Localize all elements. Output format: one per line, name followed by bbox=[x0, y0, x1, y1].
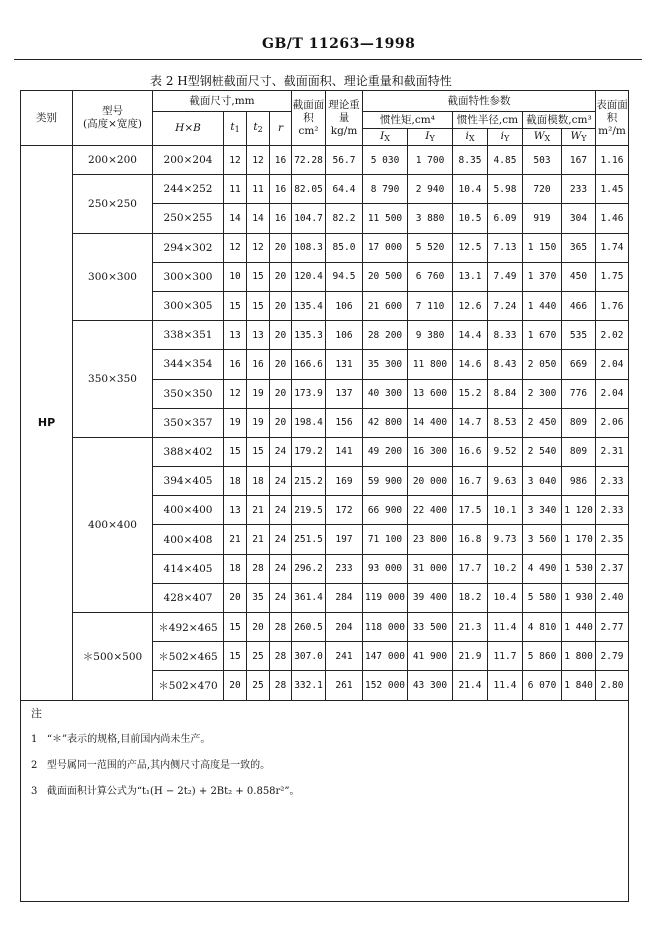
surface-value: 1.45 bbox=[596, 175, 629, 204]
wy-value: 1 170 bbox=[562, 525, 596, 554]
t2-value: 28 bbox=[247, 554, 270, 583]
ry-value: 10.2 bbox=[488, 554, 523, 583]
t2-value: 12 bbox=[247, 146, 270, 175]
t1-value: 13 bbox=[224, 321, 247, 350]
category-cell: HP bbox=[21, 146, 73, 701]
t1-value: 15 bbox=[224, 613, 247, 642]
rx-value: 14.7 bbox=[453, 408, 488, 437]
ix-value: 118 000 bbox=[363, 613, 408, 642]
ix-value: 40 300 bbox=[363, 379, 408, 408]
rx-value: 12.5 bbox=[453, 233, 488, 262]
weight-value: 204 bbox=[326, 613, 363, 642]
t2-value: 20 bbox=[247, 613, 270, 642]
rx-value: 10.5 bbox=[453, 204, 488, 233]
header-h-b: H×B bbox=[153, 112, 224, 146]
ry-value: 6.09 bbox=[488, 204, 523, 233]
rx-value: 16.7 bbox=[453, 467, 488, 496]
header-weight bbox=[326, 91, 363, 146]
wx-value: 919 bbox=[523, 204, 562, 233]
wx-value: 5 580 bbox=[523, 583, 562, 612]
area-value: 120.4 bbox=[292, 262, 326, 291]
header-wy: $W_Y$ bbox=[562, 129, 596, 146]
area-value: 260.5 bbox=[292, 613, 326, 642]
t2-value: 15 bbox=[247, 437, 270, 466]
wx-value: 2 300 bbox=[523, 379, 562, 408]
table-row bbox=[21, 146, 629, 175]
model-size: 414×405 bbox=[153, 554, 224, 583]
weight-value: 131 bbox=[326, 350, 363, 379]
iy-value: 33 500 bbox=[408, 613, 453, 642]
t1-value: 20 bbox=[224, 671, 247, 700]
ry-value: 5.98 bbox=[488, 175, 523, 204]
r-value: 24 bbox=[270, 554, 292, 583]
iy-value: 9 380 bbox=[408, 321, 453, 350]
model-size: 350×357 bbox=[153, 408, 224, 437]
table-row bbox=[21, 233, 629, 262]
wy-value: 535 bbox=[562, 321, 596, 350]
surface-value: 1.75 bbox=[596, 262, 629, 291]
area-value: 198.4 bbox=[292, 408, 326, 437]
wy-value: 1 800 bbox=[562, 642, 596, 671]
note-line: 3 截面面积计算公式为“t₁(H − 2t₂) + 2Bt₂ + 0.858r²”。 bbox=[31, 785, 300, 797]
model-size: 294×302 bbox=[153, 233, 224, 262]
iy-value: 1 700 bbox=[408, 146, 453, 175]
rx-value: 13.1 bbox=[453, 262, 488, 291]
wy-value: 809 bbox=[562, 408, 596, 437]
header-rule bbox=[14, 59, 642, 60]
wy-value: 1 530 bbox=[562, 554, 596, 583]
area-value: 135.3 bbox=[292, 321, 326, 350]
model-size: 244×252 bbox=[153, 175, 224, 204]
wx-value: 6 070 bbox=[523, 671, 562, 700]
surface-value: 1.46 bbox=[596, 204, 629, 233]
notes-title: 注 bbox=[31, 706, 42, 720]
header-iy: $I_Y$ bbox=[408, 129, 453, 146]
ix-value: 20 500 bbox=[363, 262, 408, 291]
iy-value: 6 760 bbox=[408, 262, 453, 291]
ry-value: 8.53 bbox=[488, 408, 523, 437]
t1-value: 18 bbox=[224, 554, 247, 583]
t2-value: 14 bbox=[247, 204, 270, 233]
area-value: 108.3 bbox=[292, 233, 326, 262]
model-group-cell: ＊500×500 bbox=[73, 613, 153, 701]
weight-value: 261 bbox=[326, 671, 363, 700]
weight-value: 284 bbox=[326, 583, 363, 612]
header-surface-unit: m²/m bbox=[598, 124, 626, 137]
r-value: 20 bbox=[270, 321, 292, 350]
area-value: 104.7 bbox=[292, 204, 326, 233]
t1-value: 12 bbox=[224, 233, 247, 262]
wx-value: 503 bbox=[523, 146, 562, 175]
t1-value: 15 bbox=[224, 642, 247, 671]
model-group-cell: 250×250 bbox=[73, 175, 153, 233]
wx-value: 4 810 bbox=[523, 613, 562, 642]
ix-value: 71 100 bbox=[363, 525, 408, 554]
model-size: 344×354 bbox=[153, 350, 224, 379]
area-value: 251.5 bbox=[292, 525, 326, 554]
rx-value: 14.4 bbox=[453, 321, 488, 350]
notes-section bbox=[21, 700, 629, 901]
wx-value: 1 670 bbox=[523, 321, 562, 350]
surface-value: 1.76 bbox=[596, 291, 629, 320]
wy-value: 167 bbox=[562, 146, 596, 175]
weight-value: 64.4 bbox=[326, 175, 363, 204]
wy-value: 1 120 bbox=[562, 496, 596, 525]
weight-value: 106 bbox=[326, 291, 363, 320]
table-title: 表 2 H型钢桩截面尺寸、截面面积、理论重量和截面特性 bbox=[150, 74, 452, 88]
area-value: 179.2 bbox=[292, 437, 326, 466]
t2-value: 13 bbox=[247, 321, 270, 350]
r-value: 16 bbox=[270, 175, 292, 204]
wy-value: 776 bbox=[562, 379, 596, 408]
ix-value: 59 900 bbox=[363, 467, 408, 496]
r-value: 28 bbox=[270, 613, 292, 642]
header-weight-unit: kg/m bbox=[330, 124, 358, 137]
wx-value: 2 540 bbox=[523, 437, 562, 466]
model-group-cell: 350×350 bbox=[73, 321, 153, 438]
surface-value: 2.02 bbox=[596, 321, 629, 350]
wy-value: 669 bbox=[562, 350, 596, 379]
iy-value: 5 520 bbox=[408, 233, 453, 262]
rx-value: 16.8 bbox=[453, 525, 488, 554]
t2-value: 19 bbox=[247, 379, 270, 408]
t1-value: 15 bbox=[224, 437, 247, 466]
wy-value: 1 840 bbox=[562, 671, 596, 700]
header-surface-label: 表面面积 bbox=[596, 98, 628, 124]
table-row bbox=[21, 175, 629, 204]
iy-value: 41 900 bbox=[408, 642, 453, 671]
header-area-label: 截面面积 bbox=[292, 98, 325, 124]
header-area-unit: cm² bbox=[298, 124, 319, 137]
rx-value: 18.2 bbox=[453, 583, 488, 612]
wy-value: 365 bbox=[562, 233, 596, 262]
header-model bbox=[73, 91, 153, 146]
iy-value: 43 300 bbox=[408, 671, 453, 700]
header-category: 类别 bbox=[21, 91, 73, 146]
wy-value: 304 bbox=[562, 204, 596, 233]
r-value: 28 bbox=[270, 671, 292, 700]
surface-value: 2.06 bbox=[596, 408, 629, 437]
t1-value: 12 bbox=[224, 146, 247, 175]
ix-value: 5 030 bbox=[363, 146, 408, 175]
surface-value: 2.77 bbox=[596, 613, 629, 642]
r-value: 24 bbox=[270, 583, 292, 612]
rx-value: 10.4 bbox=[453, 175, 488, 204]
wx-value: 2 050 bbox=[523, 350, 562, 379]
weight-value: 82.2 bbox=[326, 204, 363, 233]
wx-value: 4 490 bbox=[523, 554, 562, 583]
spec-table bbox=[20, 90, 629, 902]
r-value: 16 bbox=[270, 146, 292, 175]
rx-value: 15.2 bbox=[453, 379, 488, 408]
model-size: ＊502×465 bbox=[153, 642, 224, 671]
wy-value: 450 bbox=[562, 262, 596, 291]
rx-value: 8.35 bbox=[453, 146, 488, 175]
model-size: 350×350 bbox=[153, 379, 224, 408]
iy-value: 16 300 bbox=[408, 437, 453, 466]
r-value: 24 bbox=[270, 496, 292, 525]
r-value: 20 bbox=[270, 350, 292, 379]
ix-value: 152 000 bbox=[363, 671, 408, 700]
header-t2: $t_2$ bbox=[247, 112, 270, 146]
weight-value: 197 bbox=[326, 525, 363, 554]
wx-value: 2 450 bbox=[523, 408, 562, 437]
ry-value: 8.33 bbox=[488, 321, 523, 350]
weight-value: 141 bbox=[326, 437, 363, 466]
t1-value: 21 bbox=[224, 525, 247, 554]
note-line: 2 型号属同一范围的产品,其内侧尺寸高度是一致的。 bbox=[31, 759, 271, 771]
surface-value: 2.31 bbox=[596, 437, 629, 466]
ry-value: 11.4 bbox=[488, 613, 523, 642]
weight-value: 85.0 bbox=[326, 233, 363, 262]
header-model-sub: (高度×宽度) bbox=[83, 118, 142, 130]
t1-value: 19 bbox=[224, 408, 247, 437]
area-value: 219.5 bbox=[292, 496, 326, 525]
area-value: 332.1 bbox=[292, 671, 326, 700]
rx-value: 17.5 bbox=[453, 496, 488, 525]
weight-value: 106 bbox=[326, 321, 363, 350]
ix-value: 11 500 bbox=[363, 204, 408, 233]
iy-value: 31 000 bbox=[408, 554, 453, 583]
rx-value: 21.9 bbox=[453, 642, 488, 671]
model-size: 428×407 bbox=[153, 583, 224, 612]
area-value: 135.4 bbox=[292, 291, 326, 320]
weight-value: 172 bbox=[326, 496, 363, 525]
iy-value: 7 110 bbox=[408, 291, 453, 320]
rx-value: 14.6 bbox=[453, 350, 488, 379]
wy-value: 1 930 bbox=[562, 583, 596, 612]
t2-value: 19 bbox=[247, 408, 270, 437]
r-value: 28 bbox=[270, 642, 292, 671]
iy-value: 11 800 bbox=[408, 350, 453, 379]
t1-value: 13 bbox=[224, 496, 247, 525]
header-area bbox=[292, 91, 326, 146]
r-value: 20 bbox=[270, 379, 292, 408]
model-size: ＊502×470 bbox=[153, 671, 224, 700]
area-value: 296.2 bbox=[292, 554, 326, 583]
surface-value: 2.33 bbox=[596, 496, 629, 525]
header-radius: 惯性半径,cm bbox=[453, 112, 523, 129]
surface-value: 2.04 bbox=[596, 379, 629, 408]
t2-value: 25 bbox=[247, 642, 270, 671]
ry-value: 7.24 bbox=[488, 291, 523, 320]
surface-value: 2.37 bbox=[596, 554, 629, 583]
rx-value: 17.7 bbox=[453, 554, 488, 583]
wx-value: 3 040 bbox=[523, 467, 562, 496]
header-inertia: 惯性矩,cm⁴ bbox=[363, 112, 453, 129]
wy-value: 986 bbox=[562, 467, 596, 496]
ry-value: 9.63 bbox=[488, 467, 523, 496]
r-value: 24 bbox=[270, 467, 292, 496]
r-value: 20 bbox=[270, 291, 292, 320]
t2-value: 18 bbox=[247, 467, 270, 496]
weight-value: 94.5 bbox=[326, 262, 363, 291]
header-modulus: 截面模数,cm³ bbox=[523, 112, 596, 129]
ix-value: 21 600 bbox=[363, 291, 408, 320]
t2-value: 12 bbox=[247, 233, 270, 262]
ix-value: 147 000 bbox=[363, 642, 408, 671]
t1-value: 12 bbox=[224, 379, 247, 408]
header-t1: $t_1$ bbox=[224, 112, 247, 146]
table-body bbox=[21, 146, 629, 701]
ry-value: 10.1 bbox=[488, 496, 523, 525]
wx-value: 1 150 bbox=[523, 233, 562, 262]
ix-value: 119 000 bbox=[363, 583, 408, 612]
rx-value: 21.3 bbox=[453, 613, 488, 642]
t2-value: 16 bbox=[247, 350, 270, 379]
surface-value: 2.79 bbox=[596, 642, 629, 671]
ry-value: 10.4 bbox=[488, 583, 523, 612]
t1-value: 20 bbox=[224, 583, 247, 612]
ry-value: 8.43 bbox=[488, 350, 523, 379]
t1-value: 16 bbox=[224, 350, 247, 379]
ry-value: 7.13 bbox=[488, 233, 523, 262]
weight-value: 56.7 bbox=[326, 146, 363, 175]
model-size: 300×300 bbox=[153, 262, 224, 291]
header-ry: $i_Y$ bbox=[488, 129, 523, 146]
surface-value: 2.04 bbox=[596, 350, 629, 379]
header-surface bbox=[596, 91, 629, 146]
weight-value: 156 bbox=[326, 408, 363, 437]
table-row bbox=[21, 321, 629, 350]
area-value: 361.4 bbox=[292, 583, 326, 612]
model-group-cell: 200×200 bbox=[73, 146, 153, 175]
surface-value: 2.35 bbox=[596, 525, 629, 554]
area-value: 166.6 bbox=[292, 350, 326, 379]
r-value: 24 bbox=[270, 525, 292, 554]
model-size: 388×402 bbox=[153, 437, 224, 466]
model-size: ＊492×465 bbox=[153, 613, 224, 642]
header-model-label: 型号 bbox=[102, 105, 123, 117]
iy-value: 23 800 bbox=[408, 525, 453, 554]
surface-value: 2.80 bbox=[596, 671, 629, 700]
header-rx: $i_X$ bbox=[453, 129, 488, 146]
wx-value: 3 340 bbox=[523, 496, 562, 525]
r-value: 20 bbox=[270, 408, 292, 437]
iy-value: 2 940 bbox=[408, 175, 453, 204]
header-wx: $W_X$ bbox=[523, 129, 562, 146]
table-row bbox=[21, 613, 629, 642]
wy-value: 466 bbox=[562, 291, 596, 320]
t2-value: 25 bbox=[247, 671, 270, 700]
t1-value: 10 bbox=[224, 262, 247, 291]
model-group-cell: 300×300 bbox=[73, 233, 153, 321]
wx-value: 3 560 bbox=[523, 525, 562, 554]
table-container bbox=[20, 90, 629, 902]
iy-value: 13 600 bbox=[408, 379, 453, 408]
ix-value: 28 200 bbox=[363, 321, 408, 350]
model-group-cell: 400×400 bbox=[73, 437, 153, 612]
iy-value: 22 400 bbox=[408, 496, 453, 525]
model-size: 400×400 bbox=[153, 496, 224, 525]
ry-value: 9.52 bbox=[488, 437, 523, 466]
t2-value: 21 bbox=[247, 496, 270, 525]
t2-value: 15 bbox=[247, 262, 270, 291]
rx-value: 21.4 bbox=[453, 671, 488, 700]
surface-value: 2.33 bbox=[596, 467, 629, 496]
wy-value: 1 440 bbox=[562, 613, 596, 642]
ix-value: 66 900 bbox=[363, 496, 408, 525]
rx-value: 16.6 bbox=[453, 437, 488, 466]
t1-value: 15 bbox=[224, 291, 247, 320]
t2-value: 11 bbox=[247, 175, 270, 204]
ix-value: 93 000 bbox=[363, 554, 408, 583]
r-value: 24 bbox=[270, 437, 292, 466]
standard-code: GB/T 11263—1998 bbox=[262, 36, 416, 52]
note-line: 1 “＊”表示的规格,目前国内尚未生产。 bbox=[31, 733, 211, 745]
weight-value: 169 bbox=[326, 467, 363, 496]
model-size: 200×204 bbox=[153, 146, 224, 175]
surface-value: 1.74 bbox=[596, 233, 629, 262]
iy-value: 20 000 bbox=[408, 467, 453, 496]
header-ix: $I_X$ bbox=[363, 129, 408, 146]
ix-value: 42 800 bbox=[363, 408, 408, 437]
ix-value: 49 200 bbox=[363, 437, 408, 466]
wy-value: 809 bbox=[562, 437, 596, 466]
iy-value: 3 880 bbox=[408, 204, 453, 233]
header-r: r bbox=[270, 112, 292, 146]
area-value: 72.28 bbox=[292, 146, 326, 175]
t1-value: 11 bbox=[224, 175, 247, 204]
weight-value: 241 bbox=[326, 642, 363, 671]
r-value: 20 bbox=[270, 233, 292, 262]
ix-value: 35 300 bbox=[363, 350, 408, 379]
table-row bbox=[21, 437, 629, 466]
weight-value: 137 bbox=[326, 379, 363, 408]
rx-value: 12.6 bbox=[453, 291, 488, 320]
t1-value: 14 bbox=[224, 204, 247, 233]
ix-value: 8 790 bbox=[363, 175, 408, 204]
area-value: 215.2 bbox=[292, 467, 326, 496]
r-value: 16 bbox=[270, 204, 292, 233]
model-size: 338×351 bbox=[153, 321, 224, 350]
ry-value: 7.49 bbox=[488, 262, 523, 291]
t1-value: 18 bbox=[224, 467, 247, 496]
wx-value: 1 370 bbox=[523, 262, 562, 291]
t2-value: 15 bbox=[247, 291, 270, 320]
wx-value: 5 860 bbox=[523, 642, 562, 671]
wy-value: 233 bbox=[562, 175, 596, 204]
area-value: 82.05 bbox=[292, 175, 326, 204]
model-size: 250×255 bbox=[153, 204, 224, 233]
weight-value: 233 bbox=[326, 554, 363, 583]
ix-value: 17 000 bbox=[363, 233, 408, 262]
surface-value: 1.16 bbox=[596, 146, 629, 175]
t2-value: 35 bbox=[247, 583, 270, 612]
model-size: 394×405 bbox=[153, 467, 224, 496]
ry-value: 11.4 bbox=[488, 671, 523, 700]
header-props-group: 截面特性参数 bbox=[363, 91, 596, 112]
model-size: 300×305 bbox=[153, 291, 224, 320]
ry-value: 4.85 bbox=[488, 146, 523, 175]
model-size: 400×408 bbox=[153, 525, 224, 554]
wx-value: 720 bbox=[523, 175, 562, 204]
ry-value: 9.73 bbox=[488, 525, 523, 554]
header-dims-group: 截面尺寸,mm bbox=[153, 91, 292, 112]
iy-value: 39 400 bbox=[408, 583, 453, 612]
ry-value: 8.84 bbox=[488, 379, 523, 408]
ry-value: 11.7 bbox=[488, 642, 523, 671]
iy-value: 14 400 bbox=[408, 408, 453, 437]
area-value: 173.9 bbox=[292, 379, 326, 408]
wx-value: 1 440 bbox=[523, 291, 562, 320]
surface-value: 2.40 bbox=[596, 583, 629, 612]
header-weight-label: 理论重量 bbox=[328, 98, 360, 124]
t2-value: 21 bbox=[247, 525, 270, 554]
area-value: 307.0 bbox=[292, 642, 326, 671]
r-value: 20 bbox=[270, 262, 292, 291]
